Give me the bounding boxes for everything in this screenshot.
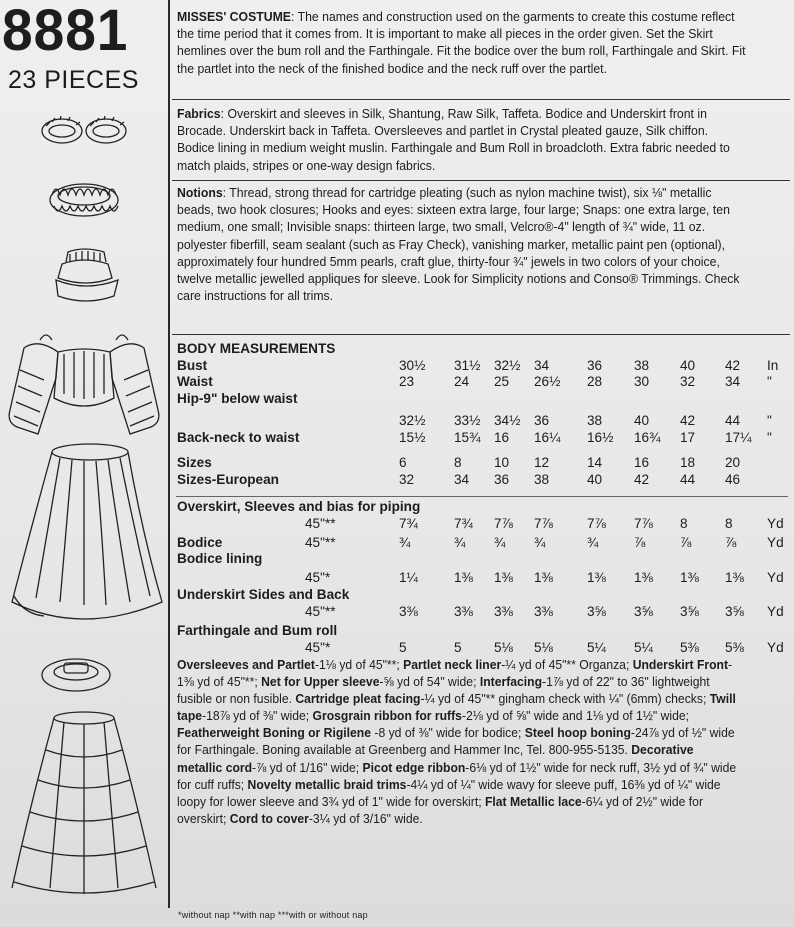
fabrics-paragraph	[177, 105, 746, 174]
measurement-value: 3⅝	[634, 604, 653, 619]
trim-amount: -1⅞ yd of 22" to 36" lightweight fusible or non fusible.	[177, 674, 710, 707]
measurement-value: 40	[587, 472, 603, 487]
nap-footnote: *without nap **with nap ***with or without nap	[178, 910, 368, 920]
row-label: Sizes-European	[177, 472, 279, 487]
measurement-value: 31½	[454, 358, 481, 373]
measurement-value: 26½	[534, 374, 561, 389]
unit-label: Yd	[767, 604, 784, 619]
measurement-value: 32½	[494, 358, 521, 373]
measurement-value: 34	[534, 358, 550, 373]
unit-label: "	[767, 413, 772, 428]
measurement-value: 3⅝	[725, 604, 744, 619]
measurement-value: 3⅜	[399, 604, 418, 619]
measurement-value: 17	[680, 430, 696, 445]
measurement-value: 7¾	[454, 516, 473, 531]
measurement-value: 23	[399, 374, 415, 389]
additional-yardage	[177, 656, 740, 827]
unit-label: "	[767, 430, 772, 445]
bodice-illustration	[9, 335, 159, 434]
trim-name: Decorative metallic cord	[177, 742, 694, 775]
measurement-row	[177, 623, 789, 639]
trim-name: Grosgrain ribbon for ruffs	[312, 708, 462, 724]
unit-label: Yd	[767, 640, 784, 655]
measurement-value: 38	[534, 472, 550, 487]
measurement-row	[177, 587, 789, 603]
measurement-value: 3⅝	[587, 604, 606, 619]
measurement-value: 1⅜	[454, 570, 473, 585]
measurement-row	[177, 499, 789, 515]
intro-paragraph	[177, 8, 746, 77]
measurement-value: 33½	[454, 413, 481, 428]
row-label: Bodice	[177, 535, 223, 550]
section-divider	[172, 180, 790, 181]
measurement-row	[177, 430, 789, 446]
measurement-value: 5	[399, 640, 407, 655]
measurement-row	[177, 604, 789, 620]
measurement-value: 5⅛	[534, 640, 553, 655]
measurement-value: 42	[680, 413, 696, 428]
measurement-value: 3⅜	[454, 604, 473, 619]
trim-name: Underskirt Front	[632, 657, 729, 672]
trim-amount: -1⅜ yd of 45"**;	[177, 657, 733, 690]
measurement-value: 44	[725, 413, 741, 428]
row-label: Hip-9" below waist	[177, 391, 298, 406]
measurement-row	[177, 535, 789, 551]
fabric-width: 45"*	[305, 640, 331, 655]
measurement-value: 42	[725, 358, 741, 373]
trim-amount: -6⅛ yd of 1½" wide for neck ruff, 3½ yd of ¾" wide for cuff ruffs;	[177, 759, 737, 792]
measurement-value: 18	[680, 455, 696, 470]
unit-label: Yd	[767, 570, 784, 585]
garment-illustrations	[0, 0, 168, 927]
pieces-count: 23 PIECES	[8, 66, 139, 94]
table-divider	[176, 496, 788, 497]
row-label: Bust	[177, 358, 208, 373]
notions-paragraph	[177, 184, 746, 304]
measurement-value: 7⅞	[494, 516, 513, 531]
trim-name: Partlet neck liner	[403, 657, 502, 672]
measurement-row	[177, 570, 789, 586]
trim-amount: -18⅞ yd of ⅜" wide;	[202, 708, 313, 724]
measurement-value: ¾	[454, 535, 466, 550]
fabric-width: 45"*	[305, 570, 331, 585]
measurement-value: 42	[634, 472, 650, 487]
measurement-value: 44	[680, 472, 696, 487]
trim-amount: -3¼ yd of 3/16" wide.	[308, 810, 423, 826]
notions-text: : Thread, strong thread for cartridge pleating (such as nylon machine twist), six ⅛" metallic beads, two hook closures; Hooks and eyes: sixteen extra large, four large; Snaps: one extra large, ten medium, one small; Invisible snaps: thirteen large, two small, Velcro®-4" length of ¾" wide, 11 oz. polyester fiberfill, seam sealant (such as Fray Check), vanishing marker, metallic paint pen (optional), approximately four hundred 5mm pearls, craft glue, thirty-four ¾" jewels in two colors of your choice, twelve metallic jewelled appliques for sleeve. Look for Simplicity notions and Conso® Trimmings. Check care instructions for all trims.	[177, 185, 740, 304]
row-label: Back-neck to waist	[177, 430, 300, 445]
measurement-value: 17¼	[725, 430, 752, 445]
measurement-value: 32	[680, 374, 696, 389]
trim-amount: -6¼ yd of 2½" wide for overskirt;	[177, 793, 703, 826]
measurement-value: 40	[634, 413, 650, 428]
measurement-value: 8	[454, 455, 462, 470]
trim-amount: -8 yd of ⅜" wide for bodice;	[371, 725, 525, 741]
measurement-value: 7⅞	[587, 516, 606, 531]
measurement-value: ¾	[494, 535, 506, 550]
trim-amount: -⅞ yd of 1/16" wide;	[252, 759, 363, 775]
trim-name: Oversleeves and Partlet	[177, 657, 315, 672]
trim-name: Steel hoop boning	[524, 725, 631, 741]
measurement-value: 40	[680, 358, 696, 373]
measurement-value: 24	[454, 374, 470, 389]
fabric-width: 45"**	[305, 516, 336, 531]
trim-amount: -¼ yd of 45"** Organza;	[501, 657, 633, 672]
trim-name: Featherweight Boning or Rigilene	[177, 725, 372, 741]
bum-roll-illustration	[42, 659, 110, 691]
trim-name: Picot edge ribbon	[362, 759, 466, 775]
farthingale-illustration	[12, 712, 156, 894]
measurement-value: 38	[634, 358, 650, 373]
row-label: Underskirt Sides and Back	[177, 587, 350, 602]
measurement-value: 34½	[494, 413, 521, 428]
pattern-number: 8881	[2, 0, 129, 63]
intro-text: : The names and construction used on the garments to create this costume reflect the time period that it comes from. It is important to make all pieces in the order given. Set the Skirt hemlines over the bum roll and the Farthingale. Fit the bodice over the bum roll, Farthingale and Skirt. Fit the partlet into the neck of the finished bodice and the neck ruff over the partlet.	[177, 9, 746, 76]
trim-name: Cartridge pleat facing	[295, 691, 421, 707]
measurement-value: 36	[494, 472, 510, 487]
section-divider	[172, 334, 790, 335]
measurement-value: 5⅛	[494, 640, 513, 655]
measurement-value: 28	[587, 374, 603, 389]
measurement-value: 12	[534, 455, 550, 470]
measurement-value: 25	[494, 374, 510, 389]
measurement-value: 16¾	[634, 430, 661, 445]
measurement-value: 5¼	[634, 640, 653, 655]
trim-name: Novelty metallic braid trims	[247, 776, 407, 792]
measurement-value: 7¾	[399, 516, 418, 531]
measurement-value: 38	[587, 413, 603, 428]
trim-amount: -1⅛ yd of 45"**;	[314, 657, 404, 672]
unit-label: Yd	[767, 535, 784, 550]
section-divider	[172, 99, 790, 100]
measurement-value: 1¼	[399, 570, 418, 585]
unit-label: In	[767, 358, 779, 373]
trim-amount: -⅝ yd of 54" wide;	[379, 674, 480, 690]
trim-name: Twill tape	[177, 691, 736, 724]
row-label: Sizes	[177, 455, 212, 470]
overskirt-illustration	[12, 444, 162, 619]
measurement-value: 8	[725, 516, 733, 531]
measurement-value: 5⅜	[725, 640, 744, 655]
measurement-value: ¾	[399, 535, 411, 550]
measurement-value: 16	[494, 430, 510, 445]
measurement-value: 34	[725, 374, 741, 389]
trim-name: Flat Metallic lace	[484, 793, 582, 809]
measurement-value: 7⅞	[534, 516, 553, 531]
measurement-value: 32½	[399, 413, 426, 428]
measurement-value: 3⅝	[680, 604, 699, 619]
measurement-row	[177, 640, 789, 656]
cuff-ruffs-illustration	[42, 116, 126, 143]
measurement-row	[177, 358, 789, 374]
measurement-value: ⅞	[680, 535, 692, 550]
intro-title: MISSES' COSTUME	[177, 9, 291, 24]
fabrics-text: : Overskirt and sleeves in Silk, Shantung, Raw Silk, Taffeta. Bodice and Underskirt front in Brocade. Underskirt back in Taffeta. Oversleeves and partlet in Crystal pleated gauze, Silk chiffon. Bodice lining in medium weight muslin. Farthingale and Bum Roll in broadcloth. Extra fabric needed to match plaids, stripes or one-way design fabrics.	[177, 106, 730, 173]
body-measurements-title: BODY MEASUREMENTS	[177, 341, 336, 356]
measurement-value: 1⅜	[680, 570, 699, 585]
measurement-value: 30	[634, 374, 650, 389]
measurement-value: ⅞	[725, 535, 737, 550]
notions-title: Notions	[177, 185, 223, 200]
measurement-value: 6	[399, 455, 407, 470]
measurement-value: 15¾	[454, 430, 481, 445]
neck-ruff-illustration	[50, 184, 118, 216]
measurement-value: 36	[534, 413, 550, 428]
measurement-value: 16½	[587, 430, 614, 445]
measurement-value: 3⅜	[494, 604, 513, 619]
measurement-value: 36	[587, 358, 603, 373]
measurement-value: 32	[399, 472, 415, 487]
unit-label: "	[767, 374, 772, 389]
measurement-row	[177, 516, 789, 532]
measurement-value: 10	[494, 455, 510, 470]
fabrics-title: Fabrics	[177, 106, 221, 121]
trim-amount: -2⅛ yd of ⅝" wide and 1⅛ yd of 1½" wide;	[461, 708, 690, 724]
measurement-value: 16	[634, 455, 650, 470]
measurement-value: 5	[454, 640, 462, 655]
measurement-value: 3⅜	[534, 604, 553, 619]
measurement-value: 46	[725, 472, 741, 487]
fabric-width: 45"**	[305, 604, 336, 619]
measurement-row	[177, 455, 789, 471]
row-label: Bodice lining	[177, 551, 263, 566]
measurement-row	[177, 391, 789, 407]
measurement-value: 7⅞	[634, 516, 653, 531]
column-divider	[168, 0, 170, 908]
trim-amount: -¼ yd of 45"** gingham check with ¼" (6mm) checks;	[420, 691, 710, 707]
unit-label: Yd	[767, 516, 784, 531]
measurement-value: 1⅜	[534, 570, 553, 585]
measurement-value: ¾	[534, 535, 546, 550]
measurement-row	[177, 551, 789, 567]
partlet-illustration	[56, 249, 118, 301]
measurement-row	[177, 413, 789, 429]
row-label: Overskirt, Sleeves and bias for piping	[177, 499, 421, 514]
measurement-value: ⅞	[634, 535, 646, 550]
measurement-value: 5¼	[587, 640, 606, 655]
row-label: Farthingale and Bum roll	[177, 623, 338, 638]
fabric-width: 45"**	[305, 535, 336, 550]
measurement-value: 15½	[399, 430, 426, 445]
trim-name: Interfacing	[479, 674, 543, 690]
trim-amount: -24⅞ yd of ½" wide for Farthingale. Boning available at Greenberg and Hammer Inc, Tel. 800-955-5135.	[177, 725, 735, 758]
trim-name: Cord to cover	[229, 810, 309, 826]
measurement-value: 16¼	[534, 430, 561, 445]
measurement-value: 30½	[399, 358, 426, 373]
measurement-value: 34	[454, 472, 470, 487]
measurement-value: 14	[587, 455, 603, 470]
measurement-value: 1⅜	[634, 570, 653, 585]
measurement-row	[177, 472, 789, 488]
measurement-row	[177, 374, 789, 390]
trim-amount: -4¼ yd of ¼" wide wavy for sleeve puff, 16⅜ yd of ¼" wide loopy for lower sleeve and 3¾ yd of 1" wide for overskirt;	[177, 776, 721, 809]
measurement-value: 1⅜	[725, 570, 744, 585]
row-label: Waist	[177, 374, 213, 389]
measurement-value: 1⅜	[587, 570, 606, 585]
measurement-value: 1⅜	[494, 570, 513, 585]
trim-name: Net for Upper sleeve	[261, 674, 380, 690]
measurement-value: ¾	[587, 535, 599, 550]
measurement-value: 5⅜	[680, 640, 699, 655]
measurement-value: 20	[725, 455, 741, 470]
measurement-value: 8	[680, 516, 688, 531]
